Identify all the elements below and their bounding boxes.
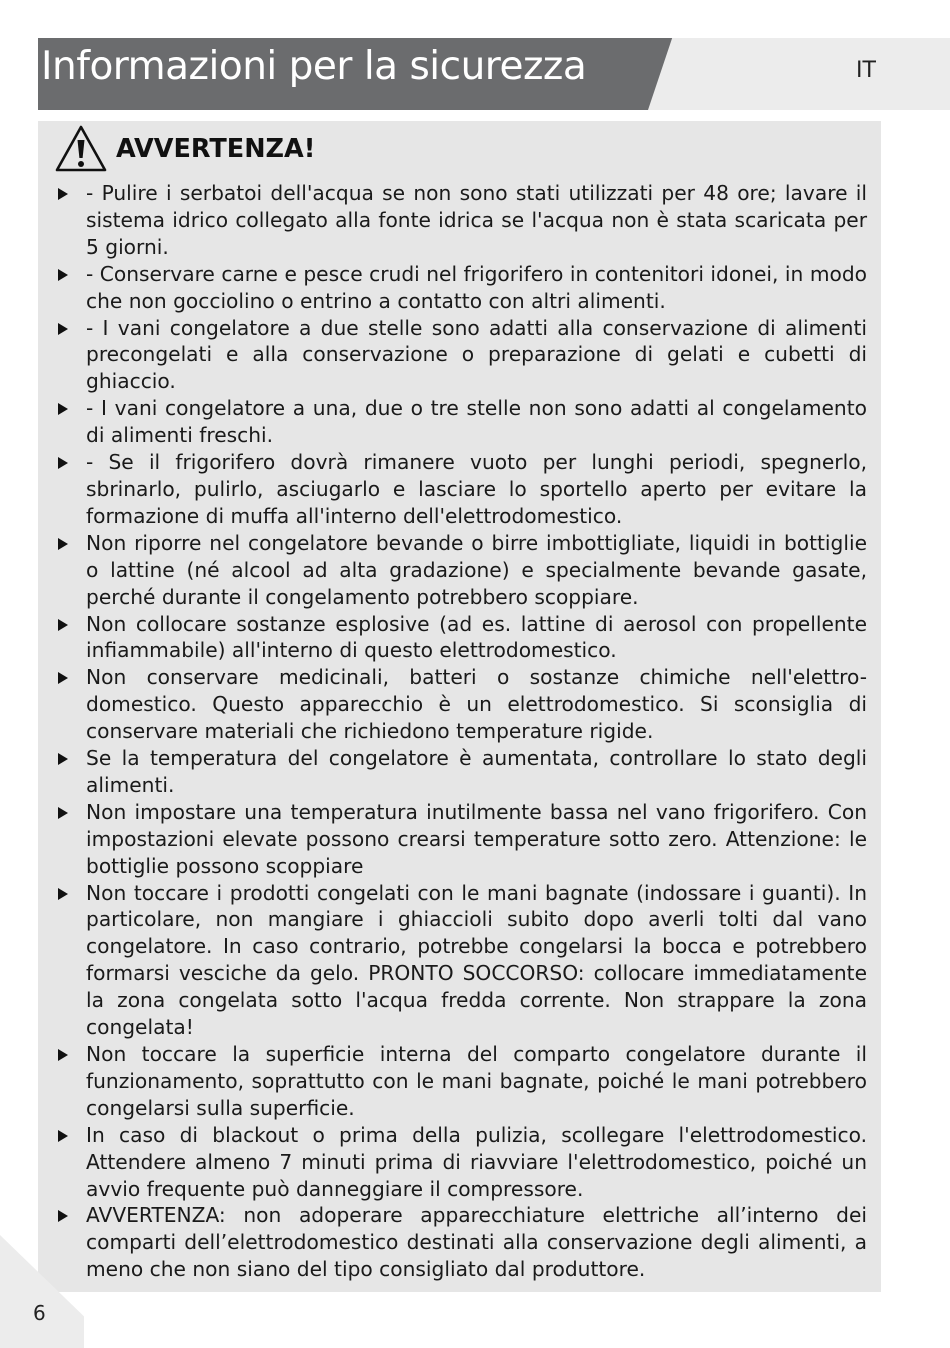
bullet-arrow-icon	[58, 619, 68, 631]
list-item	[54, 745, 867, 799]
list-item-text: - Conservare carne e pesce crudi nel frigorifero in contenitori idonei, in modo che non gocciolino o entrino a contatto con altri alimenti.	[86, 261, 867, 313]
list-item-text: - I vani congelatore a una, due o tre stelle non sono adatti al congelamento di alimenti freschi.	[86, 396, 867, 448]
list-item	[54, 1202, 867, 1283]
list-item	[54, 449, 867, 530]
list-item	[54, 180, 867, 261]
list-item	[54, 1122, 867, 1203]
list-item	[54, 315, 867, 396]
list-item-text: Non impostare una temperatura inutilmente bassa nel vano frigorifero. Con impostazioni elevate possono crearsi temperature sotto zero. Attenzione: le bottiglie possono scoppiare	[86, 799, 867, 878]
page-number: 6	[33, 1301, 46, 1325]
bullet-arrow-icon	[58, 269, 68, 281]
language-tab	[648, 38, 950, 110]
list-item	[54, 395, 867, 449]
list-item-text: - Pulire i serbatoi dell'acqua se non sono stati utilizzati per 48 ore; lavare il sistema idrico collegato alla fonte idrica se l'acqua non è stata scaricata per 5 giorni.	[86, 181, 867, 259]
list-item-text: - I vani congelatore a due stelle sono adatti alla conservazione di alimenti precongelati e alla conservazione o preparazione di gelati e cubetti di ghiaccio.	[86, 315, 867, 394]
list-item	[54, 530, 867, 611]
bullet-arrow-icon	[58, 457, 68, 469]
list-item	[54, 611, 867, 665]
bullet-arrow-icon	[58, 807, 68, 819]
list-item-text: AVVERTENZA: non adoperare apparecchiature elettriche all’interno dei comparti dell’elettrodomestico destinati alla conservazione degli alimenti, a meno che non siano del tipo consigliato dal produttore.	[86, 1203, 867, 1282]
list-item-text: Non riporre nel congelatore bevande o birre imbottigliate, liquidi in bottiglie o lattine (né alcool ad alta gradazione) e specialmente bevande gasate, perché durante il congelamento potrebbero scoppiare.	[86, 530, 867, 609]
bullet-arrow-icon	[58, 1130, 68, 1142]
list-item-text: Non conservare medicinali, batteri o sostanze chimiche nell'elettro-domestico. Questo apparecchio è un elettrodomestico. Si sconsiglia di conservare materiali che richiedono temperature rigide.	[86, 665, 867, 744]
bullet-arrow-icon	[58, 188, 68, 200]
list-item	[54, 664, 867, 745]
warning-heading	[54, 123, 315, 175]
language-label: IT	[856, 58, 876, 83]
list-item-text: - Se il frigorifero dovrà rimanere vuoto per lunghi periodi, spegnerlo, sbrinarlo, pulirlo, asciugarlo e lasciare lo sportello aperto per evitare la formazione di muffa all'interno dell'elettrodomestico.	[86, 450, 867, 528]
safety-list	[54, 180, 867, 1283]
bullet-arrow-icon	[58, 1210, 68, 1222]
list-item	[54, 1041, 867, 1122]
bullet-arrow-icon	[58, 323, 68, 335]
list-item	[54, 261, 867, 315]
list-item-text: Non collocare sostanze esplosive (ad es. lattine di aerosol con propellente infiammabile) all'interno di questo elettrodomestico.	[86, 611, 867, 663]
bullet-arrow-icon	[58, 403, 68, 415]
bullet-arrow-icon	[58, 672, 68, 684]
bullet-arrow-icon	[58, 1049, 68, 1061]
list-item-text: Non toccare la superficie interna del comparto congelatore durante il funzionamento, soprattutto con le mani bagnate, poiché le mani potrebbero congelarsi sulla superficie.	[86, 1042, 867, 1120]
warning-title: AVVERTENZA!	[116, 134, 316, 164]
bullet-arrow-icon	[58, 888, 68, 900]
list-item	[54, 880, 867, 1041]
bullet-arrow-icon	[58, 753, 68, 765]
page-title: Informazioni per la sicurezza	[41, 44, 587, 89]
list-item-text: Se la temperatura del congelatore è aumentata, controllare lo stato degli alimenti.	[86, 746, 867, 797]
warning-triangle-icon	[54, 124, 108, 174]
list-item-text: Non toccare i prodotti congelati con le mani bagnate (indossare i guanti). In particolare, non mangiare i ghiaccioli subito dopo averli tolti dal vano congelatore. In caso contrario, potrebbe congelarsi la bocca e potrebbero formarsi vesciche da gelo. PRONTO SOCCORSO: collocare immediatamente la zona congelata sotto l'acqua fredda corrente. Non strappare la zona congelata!	[86, 880, 867, 1040]
bullet-arrow-icon	[58, 538, 68, 550]
list-item	[54, 799, 867, 880]
list-item-text: In caso di blackout o prima della pulizia, scollegare l'elettrodomestico. Attendere almeno 7 minuti prima di riavviare l'elettrodomestico, poiché un avvio frequente può danneggiare il compressore.	[86, 1122, 867, 1201]
